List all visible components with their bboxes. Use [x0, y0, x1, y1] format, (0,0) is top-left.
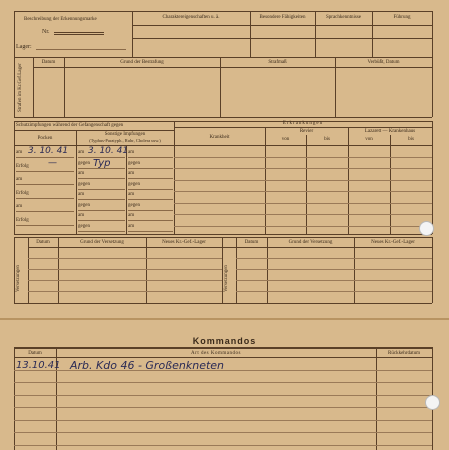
row-rule	[174, 180, 432, 181]
other-label: Sonstige Impfungen	[104, 132, 146, 137]
fold-crease	[0, 318, 449, 320]
row-rule	[128, 231, 173, 232]
rule	[432, 237, 433, 303]
row-rule	[78, 220, 125, 221]
vacc-row-label: am	[78, 192, 85, 197]
rule	[14, 237, 432, 238]
von-label: von	[281, 137, 290, 142]
col-header: Verbüßt, Datum	[367, 60, 400, 65]
row-rule	[28, 291, 222, 292]
rule	[28, 247, 432, 248]
row-rule	[174, 226, 432, 227]
rule	[14, 234, 432, 235]
col-type: Art des Kommandos	[191, 351, 241, 356]
row-rule	[14, 445, 432, 446]
rule	[376, 347, 377, 450]
rule	[33, 67, 432, 68]
rule	[33, 57, 34, 117]
rule	[14, 117, 432, 118]
rule	[14, 303, 432, 304]
other-sub: (Typhus-Paratyph., Ruhr, Cholera usw.)	[89, 138, 161, 143]
transfers-side-label: Versetzungen	[16, 265, 21, 292]
row-rule	[236, 291, 432, 292]
vacc-row-label: Erfolg	[16, 217, 29, 223]
rule	[174, 127, 432, 128]
row-rule	[14, 395, 432, 396]
rule	[64, 57, 65, 117]
vacc-row-label: am	[16, 204, 23, 209]
row-rule	[236, 280, 432, 281]
rule	[390, 135, 391, 234]
col-date: Datum	[28, 351, 42, 356]
row-rule	[174, 157, 432, 158]
row-rule	[174, 168, 432, 169]
vacc-row-label: am	[78, 150, 85, 155]
row-rule	[16, 225, 74, 226]
hw-other-date: 3. 10. 41	[88, 146, 129, 156]
rule	[348, 127, 349, 234]
col-header: Datum	[244, 240, 259, 245]
rule	[14, 357, 432, 358]
col-header: Grund der Versetzung	[288, 240, 333, 245]
conduct-label: Führung	[393, 15, 411, 20]
vacc-row-label: am	[16, 177, 23, 182]
row-rule	[78, 199, 125, 200]
rule	[306, 135, 307, 234]
bis-label: bis	[408, 137, 414, 142]
vacc-row-label: gegen	[128, 202, 140, 208]
lager-label: Lager:	[16, 44, 32, 50]
rule	[14, 145, 432, 146]
rule	[146, 237, 147, 303]
vacc-row-label: am	[128, 150, 135, 155]
rule	[14, 11, 15, 57]
rule	[28, 237, 29, 303]
rule	[220, 57, 221, 117]
col-header: Datum	[41, 60, 56, 65]
vacc-row-label: am	[128, 213, 135, 218]
top-rule	[14, 11, 432, 12]
rule	[132, 38, 432, 39]
rule	[58, 237, 59, 303]
row-rule	[78, 231, 125, 232]
row-rule	[16, 157, 74, 158]
row-rule	[16, 171, 74, 172]
col-header: Grund der Bestrafung	[120, 60, 164, 65]
row-rule	[14, 382, 432, 383]
vacc-row-label: am	[128, 192, 135, 197]
rule	[222, 237, 223, 303]
row-rule	[174, 191, 432, 192]
punch-hole	[419, 221, 434, 236]
vacc-row-label: am	[78, 213, 85, 218]
row-rule	[128, 178, 173, 179]
vacc-row-label: gegen	[78, 181, 90, 187]
row-rule	[78, 189, 125, 190]
rule	[265, 127, 266, 234]
vacc-row-label: gegen	[128, 160, 140, 166]
vacc-row-label: gegen	[78, 223, 90, 229]
row-rule	[14, 432, 432, 433]
lager-line	[36, 49, 126, 50]
abilities-label: Besondere Fähigkeiten	[259, 15, 306, 20]
row-rule	[174, 214, 432, 215]
vacc-row-label: am	[16, 150, 23, 155]
rule	[14, 130, 174, 131]
col-return: Rückkehrdatum	[388, 351, 420, 356]
rule	[14, 237, 15, 303]
nr-label: Nr.	[42, 29, 50, 35]
row-rule	[16, 184, 74, 185]
col-header: Neues Kr.-Gef.-Lager	[371, 240, 415, 245]
rule	[432, 11, 433, 57]
row-rule	[16, 198, 74, 199]
nr-line	[54, 32, 104, 33]
hw-pocken-date: 3. 10. 41	[28, 146, 69, 156]
row-rule	[128, 199, 173, 200]
row-rule	[128, 168, 173, 169]
rule	[267, 237, 268, 303]
character-label: Charaktereigenschaften u. ä.	[162, 15, 220, 20]
hw-other-against: Typ	[93, 158, 111, 169]
bis-label: bis	[324, 137, 330, 142]
vacc-row-label: gegen	[78, 160, 90, 166]
row-rule	[78, 210, 125, 211]
rule	[14, 347, 15, 450]
col-header: Datum	[36, 240, 50, 245]
row-rule	[14, 420, 432, 421]
kommandos-title: Kommandos	[192, 336, 257, 346]
row-rule	[128, 189, 173, 190]
row-rule	[128, 157, 173, 158]
rule	[14, 347, 432, 349]
punishments-side-label: Strafen im Kr.Gef.Lager	[18, 63, 23, 112]
hw-kdo-type: Arb. Kdo 46 - Großenkneten	[70, 359, 225, 372]
row-rule	[236, 269, 432, 270]
rule	[236, 237, 237, 303]
rule	[126, 145, 127, 234]
col-header: Neues Kr.-Gef.-Lager	[162, 240, 206, 245]
vacc-row-label: Erfolg	[16, 190, 29, 196]
vacc-row-label: gegen	[128, 181, 140, 187]
col-lazarett: Lazarett — Krankenhaus	[364, 129, 416, 134]
illness-header: Erkrankungen	[282, 121, 324, 126]
row-rule	[128, 220, 173, 221]
row-rule	[14, 407, 432, 408]
rule	[354, 237, 355, 303]
row-rule	[28, 269, 222, 270]
col-revier: Revier	[299, 129, 314, 134]
hw-kdo-date: 13.10.41	[16, 360, 61, 371]
description-label: Beschreibung der Erkennungsmarke	[24, 17, 97, 22]
row-rule	[236, 258, 432, 259]
row-rule	[174, 203, 432, 204]
von-label: von	[365, 137, 373, 142]
rule	[432, 57, 433, 117]
rule	[14, 57, 432, 58]
pocken-label: Pocken	[37, 136, 53, 141]
vacc-row-label: am	[78, 171, 85, 176]
rule	[132, 25, 432, 26]
vacc-row-label: am	[128, 223, 135, 229]
vacc-row-label: gegen	[78, 202, 90, 208]
transfers-side-label: Versetzungen	[224, 265, 229, 292]
vacc-header: Schutzimpfungen während der Gefangenschaft gegen	[16, 123, 124, 128]
nr-line	[54, 34, 104, 35]
col-header: Strafmaß	[268, 60, 287, 65]
row-rule	[78, 178, 125, 179]
languages-label: Sprachkenntnisse	[326, 15, 361, 20]
rule	[432, 121, 433, 234]
hw-pocken-result: —	[48, 158, 57, 168]
col-header: Grund der Versetzung	[80, 240, 124, 245]
punch-hole	[425, 395, 440, 410]
vacc-row-label: Erfolg	[16, 163, 29, 169]
row-rule	[128, 210, 173, 211]
col-illness: Krankheit	[209, 135, 230, 140]
row-rule	[28, 258, 222, 259]
vacc-row-label: am	[128, 171, 135, 176]
rule	[14, 57, 15, 117]
row-rule	[28, 280, 222, 281]
rule	[335, 57, 336, 117]
row-rule	[16, 211, 74, 212]
